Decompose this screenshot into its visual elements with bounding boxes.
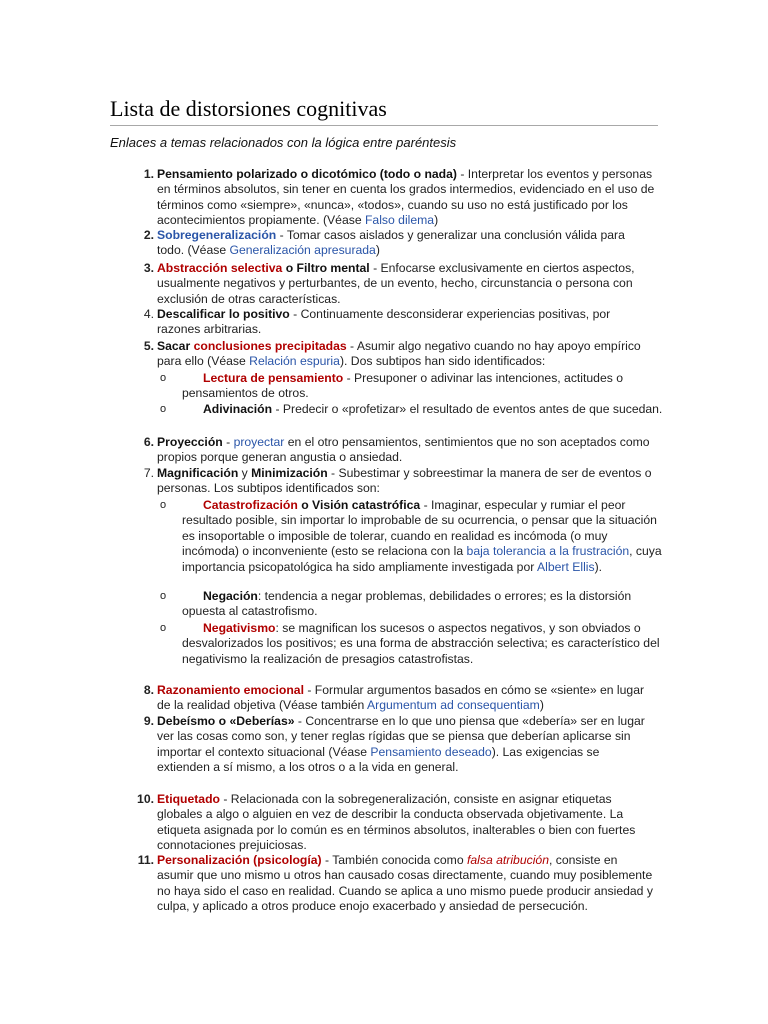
link-abstraccion-selectiva[interactable]: Abstracción selectiva bbox=[157, 261, 283, 275]
sub-item-text: Catastrofización o Visión catastrófica - Imaginar, especular y rumiar el peor resultado posible, sin importar lo improbable de su ocurrencia, o pensar que la situación es insoportable o imposible de tolerar, cuando en realidad es incómoda (o muy incómoda) o inconveniente (esto se relaciona con la baja tolerancia a la frustración, cuya importancia psicopatológica ha sido ampliamente investigada por Albert Ellis). bbox=[182, 498, 662, 574]
link-razonamiento-emocional[interactable]: Razonamiento emocional bbox=[157, 683, 304, 697]
sub-item-text: Lectura de pensamiento - Presuponer o adivinar las intenciones, actitudes o pensamientos de otros. bbox=[182, 371, 623, 401]
title-divider bbox=[110, 125, 658, 126]
link-proyectar[interactable]: proyectar bbox=[233, 435, 285, 449]
link-sobregeneralizacion[interactable]: Sobregeneralización bbox=[157, 228, 277, 242]
sub-item-text: Adivinación - Predecir o «profetizar» el resultado de eventos antes de que sucedan. bbox=[203, 402, 663, 416]
item-number: 5. bbox=[143, 339, 154, 353]
item-text: Proyección - proyectar en el otro pensamientos, sentimientos que no son aceptados como propios porque generan angustia o ansiedad. bbox=[157, 435, 650, 465]
bullet-marker: o bbox=[160, 372, 167, 384]
page-title: Lista de distorsiones cognitivas bbox=[110, 96, 387, 121]
bullet-marker: o bbox=[160, 590, 167, 602]
link-generalizacion-apresurada[interactable]: Generalización apresurada bbox=[229, 243, 376, 258]
item-number: 11. bbox=[137, 853, 154, 867]
item-text: Sobregeneralización - Tomar casos aislados y generalizar una conclusión válida para todo. (Véase Generalización apresurada) bbox=[157, 228, 625, 258]
item-number: 6. bbox=[143, 435, 154, 449]
link-lectura-de-pensamiento[interactable]: Lectura de pensamiento bbox=[203, 371, 344, 385]
item-number: 4. bbox=[143, 307, 154, 321]
link-falso-dilema[interactable]: Falso dilema bbox=[364, 213, 435, 228]
item-number: 10. bbox=[137, 792, 154, 806]
link-pensamiento-deseado[interactable]: Pensamiento deseado bbox=[370, 744, 492, 759]
item-number: 8. bbox=[143, 683, 154, 697]
item-text: Razonamiento emocional - Formular argumentos basados en cómo se «siente» en lugar de la realidad objetiva (Véase también Argumentum ad consequentiam) bbox=[157, 683, 645, 713]
item-text: Personalización (psicología) - También conocida como falsa atribución, consiste en asumir que uno mismo u otros han causado cosas directamente, cuando muy posiblemente no haya sido el caso en realidad. Cuando se aplica a uno mismo puede producir ansiedad y culpa, y aplicado a otros produce enojo exacerbado y ansiedad de persecución. bbox=[157, 853, 653, 914]
link-etiquetado[interactable]: Etiquetado bbox=[157, 792, 220, 806]
item-text: Debeísmo o «Deberías» - Concentrarse en lo que uno piensa que «debería» ser en lugar ver las cosas como son, y tener reglas rígidas que se piensa que deberían aplicarse sin importar el contexto situacional (Véase Pensamiento deseado). Las exigencias se extienden a sí mismo, a los otros o a la vida en general. bbox=[157, 714, 645, 775]
item-number: 9. bbox=[143, 714, 154, 728]
item-text: Magnificación y Minimización - Subestimar y sobreestimar la manera de ser de eventos o personas. Los subtipos identificados son: bbox=[157, 466, 652, 496]
item-text: Abstracción selectiva o Filtro mental - Enfocarse exclusivamente en ciertos aspectos, usualmente negativos y perturbantes, de un evento, hecho, circunstancia o persona con exclusión de otras características. bbox=[157, 261, 635, 306]
bullet-marker: o bbox=[160, 622, 167, 634]
item-text: Etiquetado - Relacionada con la sobregeneralización, consiste en asignar etiquetas globales a algo o alguien en vez de describir la conducta observada objetivamente. La etiqueta asignada por lo común es en términos absolutos, inalterables o bien con fuertes connotaciones prejuiciosas. bbox=[157, 792, 636, 853]
link-argumentum-ad-consequentiam[interactable]: Argumentum ad consequentiam bbox=[367, 698, 540, 713]
link-negativismo[interactable]: Negativismo bbox=[203, 621, 276, 635]
link-relacion-espuria[interactable]: Relación espuria bbox=[249, 354, 340, 369]
link-catastrofizacion[interactable]: Catastrofización bbox=[203, 498, 298, 512]
bullet-marker: o bbox=[160, 403, 167, 415]
page-subtitle: Enlaces a temas relacionados con la lógica entre paréntesis bbox=[110, 135, 457, 150]
item-number: 1. bbox=[143, 167, 154, 181]
item-number: 7. bbox=[143, 466, 154, 480]
item-text: Sacar conclusiones precipitadas - Asumir algo negativo cuando no hay apoyo empírico para ello (Véase Relación espuria). Dos subtipos han sido identificados: bbox=[157, 339, 641, 369]
link-albert-ellis[interactable]: Albert Ellis bbox=[537, 559, 595, 574]
item-text: Descalificar lo positivo - Continuamente desconsiderar experiencias positivas, por razones arbitrarias. bbox=[157, 307, 611, 337]
link-falsa-atribucion[interactable]: falsa atribución bbox=[467, 853, 549, 867]
sub-item-text: Negación: tendencia a negar problemas, debilidades o errores; es la distorsión opuesta al catastrofismo. bbox=[182, 589, 632, 619]
bullet-marker: o bbox=[160, 499, 167, 511]
item-number: 3. bbox=[143, 261, 154, 275]
sub-item-text: Negativismo: se magnifican los sucesos o aspectos negativos, y son obviados o desvalorizados los positivos; es una forma de abstracción selectiva; es característico del negativismo la realización de presagios catastrofistas. bbox=[182, 621, 660, 666]
item-text: Pensamiento polarizado o dicotómico (todo o nada) - Interpretar los eventos y personas en términos absolutos, sin tener en cuenta los grados intermedios, evidenciado en el uso de términos como «siempre», «nunca», «todos», cuando su uso no está justificado por los acontecimientos propiamente. (Véase Falso dilema) bbox=[157, 167, 655, 228]
item-number: 2. bbox=[143, 228, 154, 242]
link-conclusiones-precipitadas[interactable]: conclusiones precipitadas bbox=[193, 339, 347, 353]
link-baja-tolerancia[interactable]: baja tolerancia a la frustración bbox=[466, 544, 630, 559]
link-personalizacion[interactable]: Personalización (psicología) bbox=[157, 853, 322, 867]
